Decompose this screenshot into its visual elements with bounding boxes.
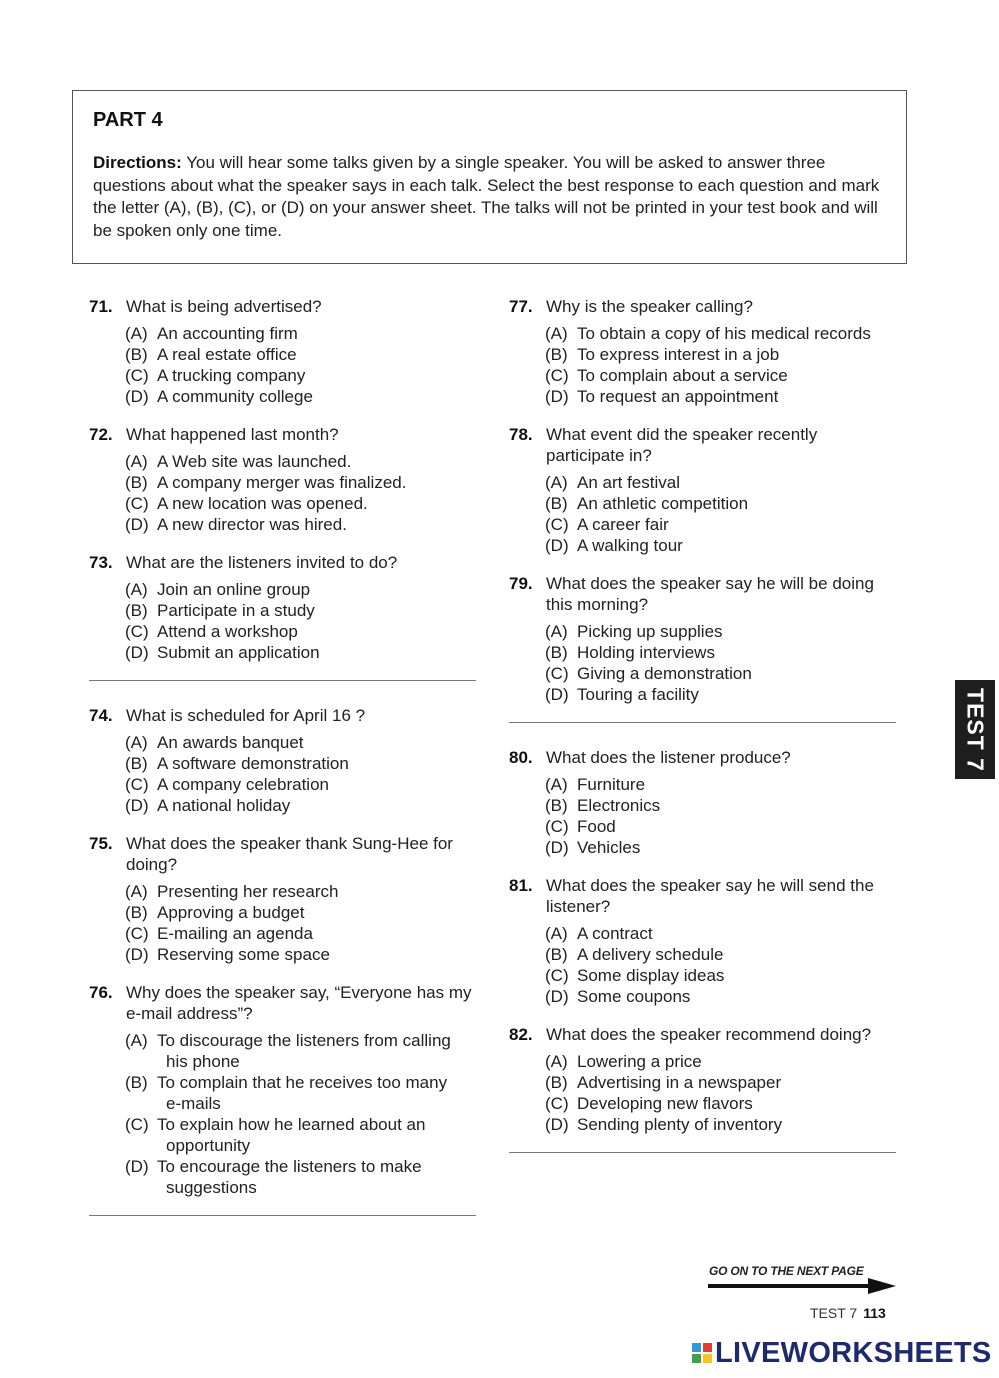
question-number: 78. xyxy=(509,425,533,444)
option-text-line: A community college xyxy=(157,387,313,406)
option-letter: (D) xyxy=(545,1115,569,1134)
option-text xyxy=(577,344,899,365)
question-72 xyxy=(89,424,479,535)
answer-option[interactable] xyxy=(125,753,479,774)
question-header xyxy=(89,552,479,573)
option-text xyxy=(577,514,899,535)
question-header xyxy=(89,296,479,317)
directions-text: You will hear some talks given by a single speaker. You will be asked to answer three questions about what the speaker says in each talk. Select the best response to each question and mark the letter (A), (B), (C), or (D) on your answer sheet. The talks will not be printed in your test book and will be spoken only one time. xyxy=(93,153,880,240)
option-letter: (B) xyxy=(125,473,148,492)
option-text-line: Some display ideas xyxy=(577,966,725,985)
question-text: What event did the speaker recently participate in? xyxy=(546,425,818,465)
option-letter: (C) xyxy=(545,664,569,683)
question-text: Why does the speaker say, “Everyone has my e-mail address”? xyxy=(126,983,472,1023)
option-letter: (D) xyxy=(545,536,569,555)
answer-options xyxy=(545,323,899,407)
question-header xyxy=(509,424,899,466)
answer-option[interactable] xyxy=(125,493,479,514)
option-text xyxy=(157,923,479,944)
option-letter: (D) xyxy=(125,796,149,815)
option-letter: (D) xyxy=(545,387,569,406)
directions-label: Directions: xyxy=(93,153,182,172)
question-81 xyxy=(509,875,899,1007)
question-text: What is being advertised? xyxy=(126,297,322,316)
section-divider xyxy=(509,722,896,723)
option-letter: (B) xyxy=(125,903,148,922)
option-text-line: A new director was hired. xyxy=(157,515,347,534)
option-letter: (B) xyxy=(125,754,148,773)
option-text xyxy=(577,386,899,407)
option-text-line: To request an appointment xyxy=(577,387,779,406)
option-letter: (D) xyxy=(125,387,149,406)
option-letter: (B) xyxy=(125,601,148,620)
option-text-line: Holding interviews xyxy=(577,643,715,662)
answer-option[interactable] xyxy=(125,621,479,642)
option-text xyxy=(157,472,479,493)
option-text-line: To encourage the listeners to make xyxy=(157,1157,422,1176)
option-text xyxy=(157,1072,479,1114)
option-text-line: An athletic competition xyxy=(577,494,749,513)
question-number: 72. xyxy=(89,425,113,444)
answer-option[interactable] xyxy=(125,344,479,365)
answer-option[interactable] xyxy=(125,579,479,600)
option-text-line: A contract xyxy=(577,924,653,943)
option-text-line: Submit an application xyxy=(157,643,320,662)
question-text: What does the speaker recommend doing? xyxy=(546,1025,872,1044)
option-text-continuation: e-mails xyxy=(166,1094,221,1113)
question-group-80-82 xyxy=(509,747,899,1135)
option-letter: (C) xyxy=(125,924,149,943)
option-letter: (C) xyxy=(545,966,569,985)
answer-option[interactable] xyxy=(545,986,899,1007)
answer-options xyxy=(125,579,479,663)
question-79 xyxy=(509,573,899,705)
option-letter: (A) xyxy=(545,1052,568,1071)
option-text xyxy=(577,774,899,795)
answer-option[interactable] xyxy=(125,365,479,386)
question-number: 75. xyxy=(89,834,113,853)
option-text-line: To complain about a service xyxy=(577,366,788,385)
question-71 xyxy=(89,296,479,407)
option-text-line: Presenting her research xyxy=(157,882,339,901)
option-text xyxy=(157,323,479,344)
question-header xyxy=(509,1024,899,1045)
question-77 xyxy=(509,296,899,407)
answer-option[interactable] xyxy=(545,795,899,816)
option-text-line: An art festival xyxy=(577,473,680,492)
option-text xyxy=(157,514,479,535)
option-letter: (D) xyxy=(125,1157,149,1176)
answer-option[interactable] xyxy=(545,1072,899,1093)
answer-option[interactable] xyxy=(545,535,899,556)
option-letter: (B) xyxy=(545,945,568,964)
option-letter: (A) xyxy=(125,733,148,752)
option-letter: (C) xyxy=(545,1094,569,1113)
part-title: PART 4 xyxy=(93,109,163,131)
option-text-line: Approving a budget xyxy=(157,903,305,922)
option-letter: (A) xyxy=(545,622,568,641)
answer-option[interactable] xyxy=(545,642,899,663)
answer-option[interactable] xyxy=(125,1072,479,1114)
option-letter: (A) xyxy=(125,882,148,901)
answer-option[interactable] xyxy=(125,795,479,816)
answer-options xyxy=(125,1030,479,1198)
option-text xyxy=(157,902,479,923)
answer-options xyxy=(125,323,479,407)
question-text: Why is the speaker calling? xyxy=(546,297,753,316)
option-text-line: Developing new flavors xyxy=(577,1094,753,1113)
answer-options xyxy=(125,451,479,535)
option-text-line: A company celebration xyxy=(157,775,329,794)
option-text xyxy=(577,986,899,1007)
option-text xyxy=(157,732,479,753)
footer-test-label: TEST 7 xyxy=(810,1305,858,1321)
page-footer xyxy=(810,1305,886,1321)
answer-option[interactable] xyxy=(125,1156,479,1198)
option-text-line: Join an online group xyxy=(157,580,311,599)
option-text-continuation: opportunity xyxy=(166,1136,251,1155)
question-number: 71. xyxy=(89,297,113,316)
option-text xyxy=(157,365,479,386)
section-divider xyxy=(89,1215,476,1216)
question-text: What does the speaker thank Sung-Hee for doing? xyxy=(126,834,453,874)
answer-option[interactable] xyxy=(545,684,899,705)
answer-option[interactable] xyxy=(545,621,899,642)
option-text-line: To express interest in a job xyxy=(577,345,780,364)
question-number: 80. xyxy=(509,748,533,767)
option-text-line: A real estate office xyxy=(157,345,297,364)
option-letter: (C) xyxy=(545,366,569,385)
option-letter: (C) xyxy=(125,1115,149,1134)
option-letter: (C) xyxy=(545,515,569,534)
answer-option[interactable] xyxy=(545,1051,899,1072)
answer-option[interactable] xyxy=(545,1114,899,1135)
option-letter: (B) xyxy=(545,643,568,662)
option-text xyxy=(157,1030,479,1072)
option-text xyxy=(157,579,479,600)
answer-option[interactable] xyxy=(545,837,899,858)
option-text xyxy=(157,344,479,365)
option-text-line: Touring a facility xyxy=(577,685,699,704)
option-text xyxy=(577,923,899,944)
answer-option[interactable] xyxy=(125,881,479,902)
option-text xyxy=(157,881,479,902)
option-letter: (D) xyxy=(545,987,569,1006)
answer-option[interactable] xyxy=(125,600,479,621)
option-text-line: A new location was opened. xyxy=(157,494,368,513)
option-letter: (A) xyxy=(545,324,568,343)
answer-option[interactable] xyxy=(125,902,479,923)
option-letter: (A) xyxy=(125,452,148,471)
option-text xyxy=(577,1051,899,1072)
question-number: 76. xyxy=(89,983,113,1002)
question-header xyxy=(89,705,479,726)
question-80 xyxy=(509,747,899,858)
question-76 xyxy=(89,982,479,1198)
question-header xyxy=(509,875,899,917)
question-header xyxy=(89,424,479,445)
option-text-line: Advertising in a newspaper xyxy=(577,1073,782,1092)
option-letter: (B) xyxy=(545,1073,568,1092)
question-74 xyxy=(89,705,479,816)
liveworksheets-logo[interactable] xyxy=(692,1336,992,1370)
right-question-column xyxy=(509,296,899,1177)
option-text-line: Attend a workshop xyxy=(157,622,298,641)
option-text-line: To explain how he learned about an xyxy=(157,1115,426,1134)
option-text-line: Some coupons xyxy=(577,987,691,1006)
option-text-continuation: suggestions xyxy=(166,1178,257,1197)
option-text xyxy=(577,1093,899,1114)
option-text xyxy=(157,386,479,407)
option-text-line: Food xyxy=(577,817,616,836)
section-divider xyxy=(89,680,476,681)
answer-option[interactable] xyxy=(545,365,899,386)
option-letter: (A) xyxy=(125,1031,148,1050)
option-text-line: To complain that he receives too many xyxy=(157,1073,448,1092)
option-text xyxy=(577,684,899,705)
question-group-71-73 xyxy=(89,296,479,663)
option-text xyxy=(577,472,899,493)
brand-grid-icon xyxy=(692,1343,712,1363)
option-text-line: A company merger was finalized. xyxy=(157,473,407,492)
answer-options xyxy=(545,472,899,556)
answer-options xyxy=(545,774,899,858)
question-text: What is scheduled for April 16 ? xyxy=(126,706,366,725)
option-text-line: An awards banquet xyxy=(157,733,304,752)
option-letter: (A) xyxy=(125,580,148,599)
question-number: 82. xyxy=(509,1025,533,1044)
option-letter: (A) xyxy=(545,775,568,794)
answer-option[interactable] xyxy=(125,323,479,344)
option-text xyxy=(577,944,899,965)
option-text xyxy=(157,642,479,663)
option-text xyxy=(577,1072,899,1093)
logo-square xyxy=(703,1343,712,1352)
question-header xyxy=(509,747,899,768)
option-text xyxy=(577,1114,899,1135)
answer-options xyxy=(545,621,899,705)
option-text-line: An accounting firm xyxy=(157,324,298,343)
question-number: 81. xyxy=(509,876,533,895)
answer-option[interactable] xyxy=(545,386,899,407)
answer-option[interactable] xyxy=(545,344,899,365)
answer-option[interactable] xyxy=(125,944,479,965)
answer-option[interactable] xyxy=(125,774,479,795)
directions-box xyxy=(72,90,907,264)
answer-options xyxy=(125,881,479,965)
answer-option[interactable] xyxy=(125,1114,479,1156)
option-text xyxy=(157,774,479,795)
option-letter: (D) xyxy=(125,515,149,534)
answer-option[interactable] xyxy=(545,944,899,965)
question-number: 77. xyxy=(509,297,533,316)
answer-option[interactable] xyxy=(545,493,899,514)
option-letter: (D) xyxy=(125,945,149,964)
answer-option[interactable] xyxy=(125,472,479,493)
answer-option[interactable] xyxy=(545,323,899,344)
option-text-continuation: his phone xyxy=(166,1052,240,1071)
answer-options xyxy=(125,732,479,816)
option-letter: (B) xyxy=(125,345,148,364)
option-text-line: A delivery schedule xyxy=(577,945,724,964)
answer-option[interactable] xyxy=(125,514,479,535)
option-letter: (C) xyxy=(125,494,149,513)
question-header xyxy=(509,296,899,317)
side-tab-label: TEST 7 xyxy=(962,687,989,772)
option-text-line: A career fair xyxy=(577,515,669,534)
answer-option[interactable] xyxy=(125,386,479,407)
option-text xyxy=(577,365,899,386)
answer-options xyxy=(545,923,899,1007)
option-letter: (B) xyxy=(545,494,568,513)
option-text-line: A national holiday xyxy=(157,796,291,815)
option-text xyxy=(157,1114,479,1156)
option-text xyxy=(577,621,899,642)
option-letter: (B) xyxy=(545,345,568,364)
option-letter: (B) xyxy=(545,796,568,815)
question-number: 74. xyxy=(89,706,113,725)
option-text xyxy=(577,535,899,556)
question-75 xyxy=(89,833,479,965)
go-next-page-label: GO ON TO THE NEXT PAGE xyxy=(709,1264,864,1278)
logo-square xyxy=(703,1354,712,1363)
option-text-line: A Web site was launched. xyxy=(157,452,352,471)
option-letter: (D) xyxy=(125,643,149,662)
answer-option[interactable] xyxy=(125,732,479,753)
brand-name: LIVEWORKSHEETS xyxy=(715,1336,992,1369)
option-text xyxy=(157,944,479,965)
option-text-line: Picking up supplies xyxy=(577,622,723,641)
answer-option[interactable] xyxy=(545,663,899,684)
option-text-line: A walking tour xyxy=(577,536,683,555)
option-letter: (C) xyxy=(125,366,149,385)
option-text-line: Furniture xyxy=(577,775,646,794)
answer-option[interactable] xyxy=(545,472,899,493)
option-letter: (A) xyxy=(545,473,568,492)
answer-options xyxy=(545,1051,899,1135)
option-text-line: Reserving some space xyxy=(157,945,330,964)
option-text-line: Vehicles xyxy=(577,838,641,857)
option-text xyxy=(577,493,899,514)
test-side-tab xyxy=(955,680,995,779)
logo-square xyxy=(692,1354,701,1363)
question-text: What are the listeners invited to do? xyxy=(126,553,398,572)
left-question-column xyxy=(89,296,479,1240)
question-number: 79. xyxy=(509,574,533,593)
answer-option[interactable] xyxy=(545,514,899,535)
question-text: What does the speaker say he will be doing this morning? xyxy=(546,574,874,614)
question-group-77-79 xyxy=(509,296,899,705)
question-text: What does the speaker say he will send the listener? xyxy=(546,876,874,916)
answer-option[interactable] xyxy=(125,923,479,944)
logo-square xyxy=(692,1343,701,1352)
option-letter: (A) xyxy=(545,924,568,943)
option-letter: (A) xyxy=(125,324,148,343)
arrow-right-icon xyxy=(708,1276,898,1296)
option-text-line: Electronics xyxy=(577,796,661,815)
option-letter: (D) xyxy=(545,685,569,704)
option-text xyxy=(157,795,479,816)
option-letter: (C) xyxy=(125,622,149,641)
option-text-line: Sending plenty of inventory xyxy=(577,1115,783,1134)
option-text-line: A trucking company xyxy=(157,366,306,385)
option-text xyxy=(577,663,899,684)
option-text-line: E-mailing an agenda xyxy=(157,924,313,943)
option-letter: (B) xyxy=(125,1073,148,1092)
question-header xyxy=(89,833,479,875)
question-header xyxy=(89,982,479,1024)
answer-option[interactable] xyxy=(545,816,899,837)
option-text xyxy=(157,600,479,621)
option-text xyxy=(577,795,899,816)
option-text xyxy=(157,1156,479,1198)
option-letter: (C) xyxy=(545,817,569,836)
question-number: 73. xyxy=(89,553,113,572)
option-text xyxy=(157,493,479,514)
option-text xyxy=(577,323,899,344)
option-text-line: Lowering a price xyxy=(577,1052,702,1071)
question-73 xyxy=(89,552,479,663)
option-text xyxy=(157,621,479,642)
option-text xyxy=(577,816,899,837)
question-text: What happened last month? xyxy=(126,425,339,444)
section-divider xyxy=(509,1152,896,1153)
option-text-line: To obtain a copy of his medical records xyxy=(577,324,871,343)
option-text xyxy=(577,837,899,858)
question-text: What does the listener produce? xyxy=(546,748,791,767)
question-82 xyxy=(509,1024,899,1135)
answer-option[interactable] xyxy=(125,1030,479,1072)
option-text xyxy=(157,451,479,472)
option-text-line: A software demonstration xyxy=(157,754,349,773)
answer-option[interactable] xyxy=(545,965,899,986)
option-text-line: Participate in a study xyxy=(157,601,315,620)
option-text-line: Giving a demonstration xyxy=(577,664,752,683)
answer-option[interactable] xyxy=(125,642,479,663)
question-header xyxy=(509,573,899,615)
option-letter: (C) xyxy=(125,775,149,794)
directions-paragraph xyxy=(93,152,883,242)
option-text xyxy=(577,642,899,663)
question-group-74-76 xyxy=(89,705,479,1198)
answer-option[interactable] xyxy=(125,451,479,472)
option-text xyxy=(577,965,899,986)
answer-option[interactable] xyxy=(545,1093,899,1114)
option-text xyxy=(157,753,479,774)
page-number: 113 xyxy=(863,1305,886,1321)
option-letter: (D) xyxy=(545,838,569,857)
answer-option[interactable] xyxy=(545,774,899,795)
option-text-line: To discourage the listeners from calling xyxy=(157,1031,451,1050)
question-78 xyxy=(509,424,899,556)
answer-option[interactable] xyxy=(545,923,899,944)
